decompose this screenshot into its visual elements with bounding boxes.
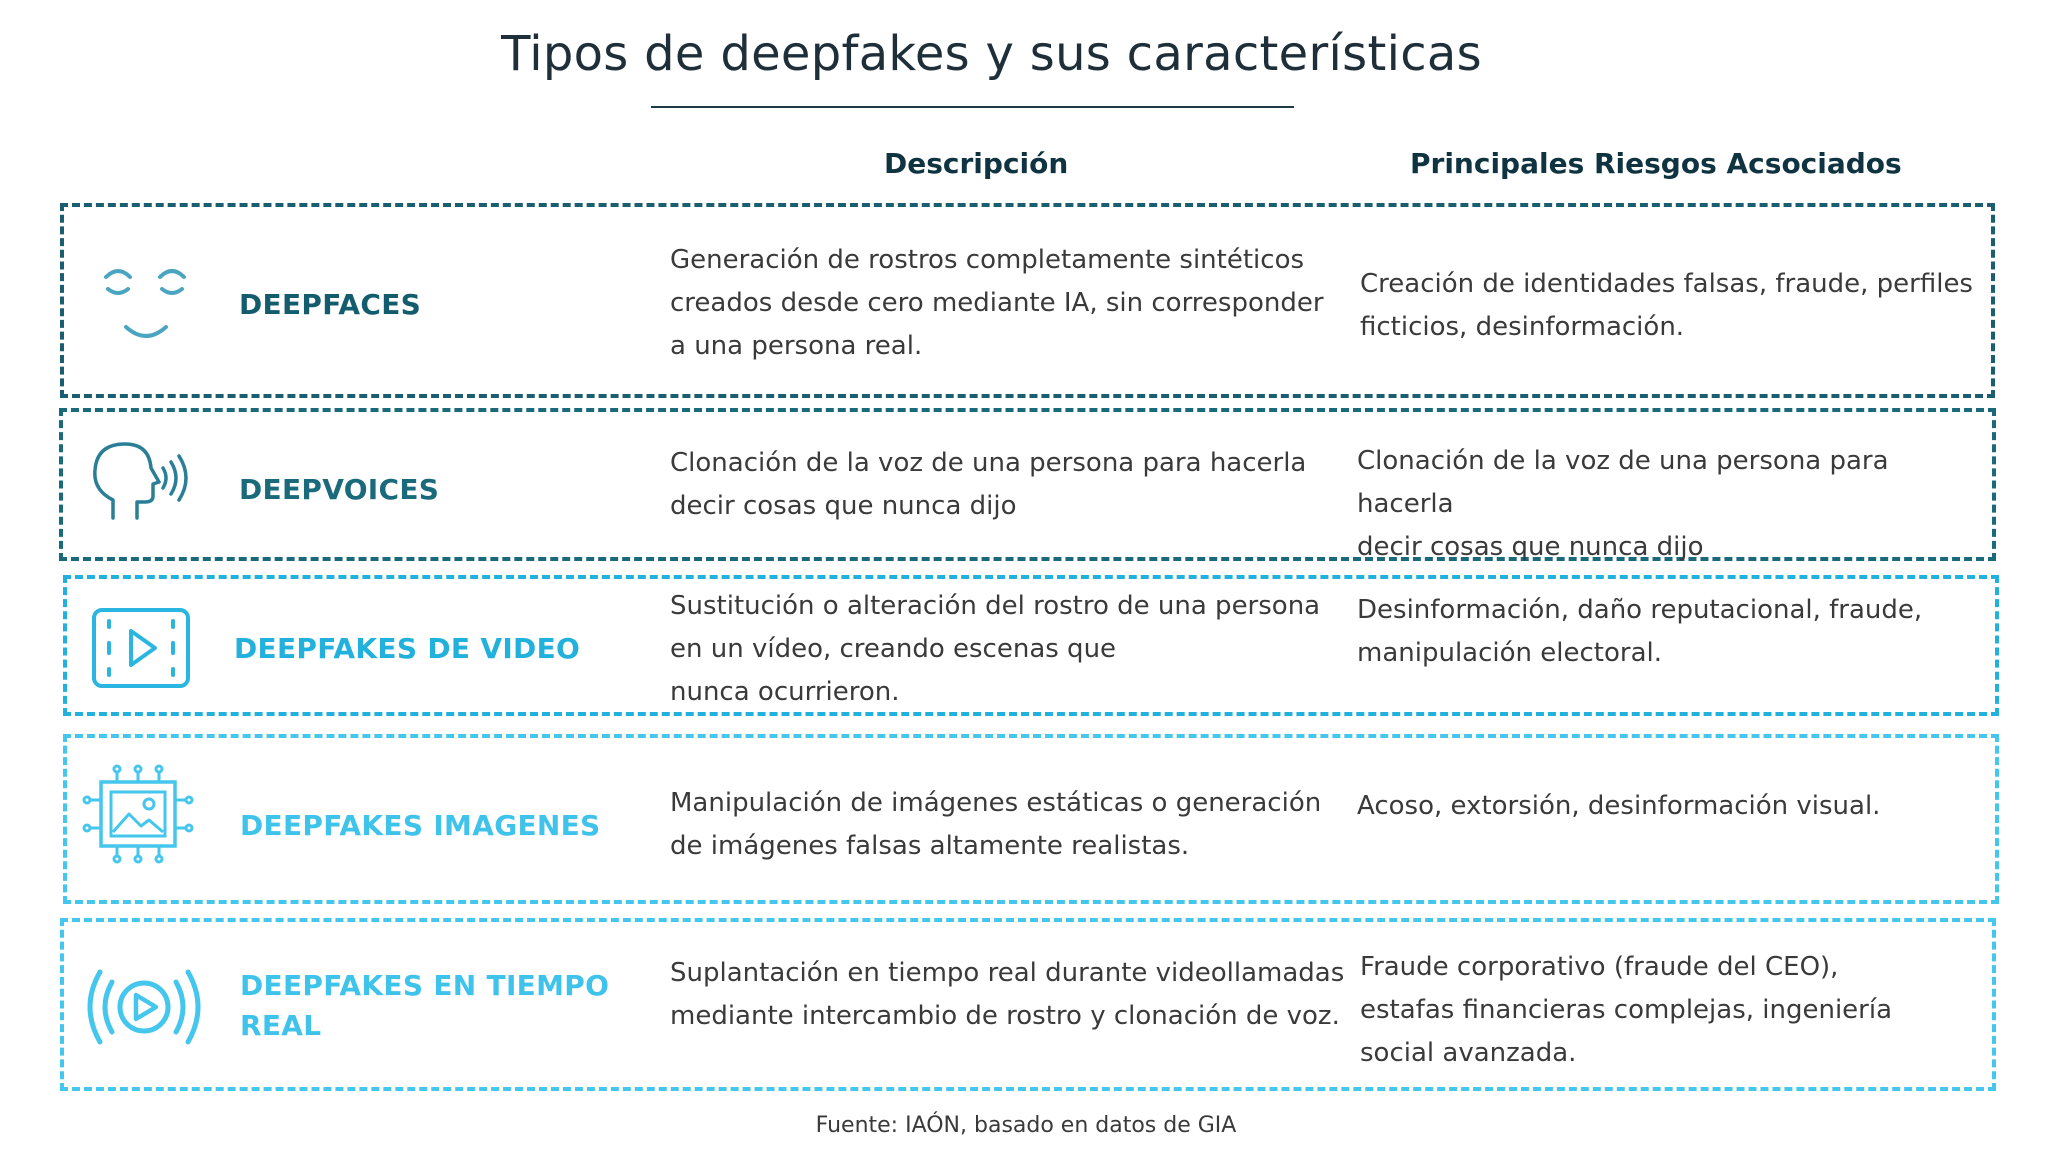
source-note: Fuente: IAÓN, basado en datos de GIA xyxy=(815,1113,1237,1138)
header-description: Descripción xyxy=(884,147,1069,180)
row-risks: Acoso, extorsión, desinformación visual. xyxy=(1357,791,1881,821)
row-name: DEEPFAKES EN TIEMPO REAL xyxy=(240,969,610,1042)
row-name: DEEPFACES xyxy=(239,288,422,321)
row-deepfakes-imagenes xyxy=(63,734,1999,904)
row-description: Clonación de la voz de una persona para hacerla decir cosas que nunca dijo xyxy=(670,448,1307,521)
live-broadcast-icon xyxy=(82,962,206,1052)
row-risks: Desinformación, daño reputacional, fraude, manipulación electoral. xyxy=(1357,595,1923,668)
row-deepfakes-tiempo-real xyxy=(60,918,1996,1091)
row-risks: Clonación de la voz de una persona para hacerla decir cosas que nunca dijo xyxy=(1357,446,1889,562)
row-deepfaces xyxy=(60,203,1995,398)
row-name: DEEPFAKES IMAGENES xyxy=(240,809,601,842)
header-risks: Principales Riesgos Acsociados xyxy=(1410,147,1902,180)
row-deepvoices xyxy=(59,408,1996,561)
row-risks: Fraude corporativo (fraude del CEO), estafas financieras complejas, ingeniería social avanzada. xyxy=(1360,952,1893,1068)
row-name: DEEPVOICES xyxy=(239,473,440,506)
smiling-face-icon xyxy=(100,261,196,351)
image-chip-icon xyxy=(81,764,195,864)
video-play-icon xyxy=(91,607,191,689)
row-description: Generación de rostros completamente sintéticos creados desde cero mediante IA, sin corresponder a una persona real. xyxy=(670,245,1324,361)
title-underline xyxy=(651,106,1294,108)
speaking-head-icon xyxy=(83,438,193,528)
page-title: Tipos de deepfakes y sus características xyxy=(501,26,1482,82)
row-name: DEEPFAKES DE VIDEO xyxy=(234,632,581,665)
row-description: Manipulación de imágenes estáticas o generación de imágenes falsas altamente realistas. xyxy=(670,788,1322,861)
row-deepfakes-video xyxy=(63,575,1999,716)
row-risks: Creación de identidades falsas, fraude, perfiles ficticios, desinformación. xyxy=(1360,269,1973,342)
row-description: Sustitución o alteración del rostro de una persona en un vídeo, creando escenas que nunca ocurrieron. xyxy=(670,591,1321,707)
row-description: Suplantación en tiempo real durante videollamadas mediante intercambio de rostro y clonación de voz. xyxy=(670,958,1345,1031)
